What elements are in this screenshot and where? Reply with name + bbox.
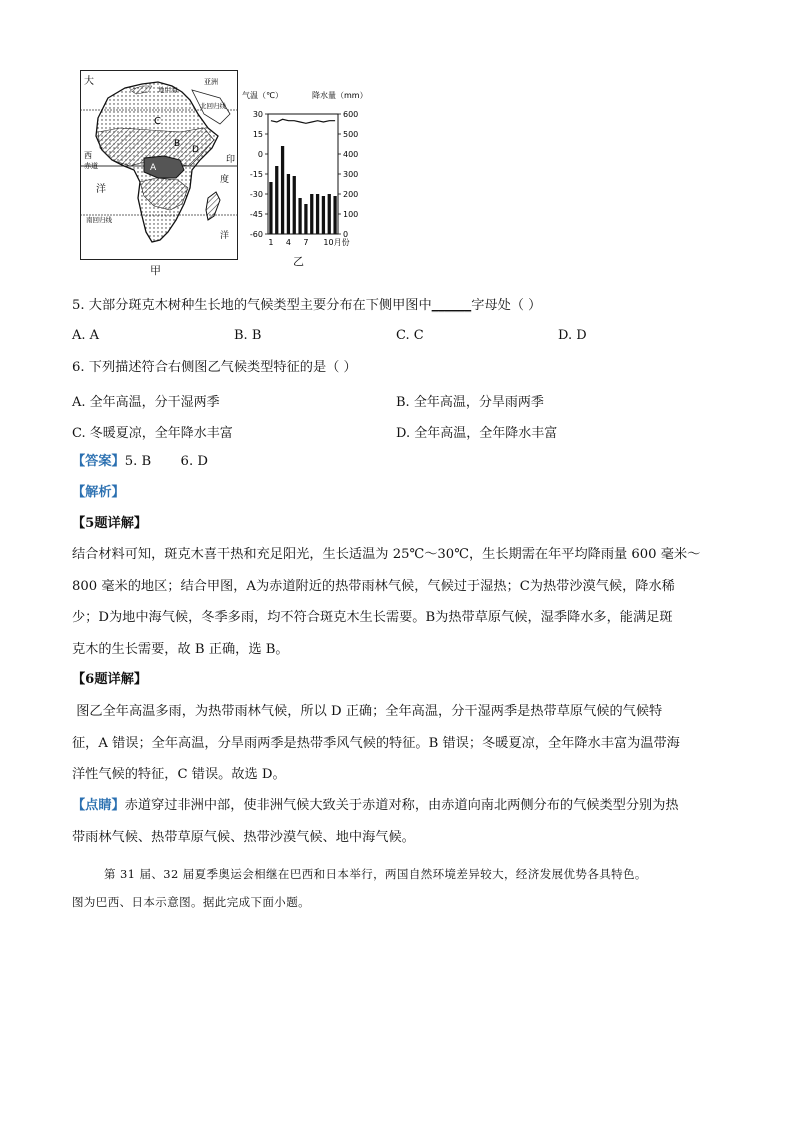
detail5-body bbox=[72, 539, 732, 665]
tip-line: 赤道穿过非洲中部，使非洲气候大致关于赤道对称，由赤道向南北两侧分布的气候类型分别为热 bbox=[124, 798, 679, 813]
map-letter-d: D bbox=[192, 145, 199, 155]
q5-stem-line bbox=[72, 296, 541, 316]
answer-text: 5. B 6. D bbox=[124, 454, 208, 469]
map-label-xi: 西 bbox=[84, 151, 92, 160]
q6-option-b[interactable]: B. 全年高温，分旱雨两季 bbox=[396, 395, 544, 410]
detail6-line: 图乙全年高温多雨，为热带雨林气候，所以 D 正确；全年高温，分干湿两季是热带草原气候的气候特 bbox=[72, 704, 663, 719]
map-label-yang-right: 洋 bbox=[220, 231, 230, 241]
map-label-yang-left: 洋 bbox=[96, 184, 106, 195]
tip-line-1 bbox=[72, 790, 732, 822]
precip-bar bbox=[287, 174, 290, 234]
climate-chart bbox=[238, 84, 378, 270]
precip-bar bbox=[281, 146, 284, 234]
detail6-line: 征，A 错误；全年高温，分旱雨两季是热带季风气候的特征。B 错误；冬暖夏凉，全年降水丰富为温带海 bbox=[72, 735, 680, 751]
detail6-body bbox=[72, 696, 732, 791]
map-caption: 甲 bbox=[150, 264, 161, 277]
detail5-line: 少；D为地中海气候，冬季多雨，均不符合斑克木生长需要。B为热带草原气候，湿季降水多，能满足斑 bbox=[72, 610, 673, 625]
tip-label: 【点睛】 bbox=[72, 798, 125, 813]
chart-right-tick-label: 500 bbox=[343, 130, 359, 139]
q6-option-a[interactable]: A. 全年高温，分干湿两季 bbox=[72, 395, 220, 410]
q5-tail: 字母处（ ） bbox=[471, 298, 542, 313]
precip-bar bbox=[275, 166, 278, 234]
map-label-asia: 亚洲 bbox=[204, 78, 218, 86]
chart-left-tick-label: 15 bbox=[252, 130, 263, 139]
q5-option-d[interactable]: D. D bbox=[558, 328, 587, 343]
chart-x-tick-label: 1 bbox=[268, 238, 274, 247]
precip-bar bbox=[333, 196, 336, 234]
detail5-line: 结合材料可知，斑克木喜干热和充足阳光，生长适温为 25℃～30℃，生长期需在年平均降雨量 600 毫米～ bbox=[72, 547, 701, 562]
q6-option-d[interactable]: D. 全年高温，全年降水丰富 bbox=[396, 426, 558, 441]
map-letter-b: B bbox=[174, 139, 181, 149]
precip-bar bbox=[298, 198, 301, 234]
chart-left-axis-label: 气温（℃） bbox=[242, 91, 283, 100]
chart-right-axis-label: 降水量（mm） bbox=[312, 91, 368, 100]
map-label-du: 度 bbox=[220, 175, 230, 185]
chart-right-tick-label: 400 bbox=[343, 150, 359, 159]
precip-bar bbox=[316, 194, 319, 234]
chart-left-tick-label: 0 bbox=[257, 150, 263, 159]
precip-bar bbox=[310, 194, 313, 234]
detail5-line: 克木的生长需要，故 B 正确，选 B。 bbox=[72, 641, 289, 657]
next-intro-line: 第 31 届、32 届夏季奥运会相继在巴西和日本举行，两国自然环境差异较大，经济发展优势各具特色。 bbox=[104, 867, 647, 881]
chart-left-tick-label: -15 bbox=[249, 170, 263, 179]
detail5-label: 【5题详解】 bbox=[72, 516, 148, 531]
map-label-tropic-south: 南回归线 bbox=[86, 216, 112, 224]
analysis-label: 【解析】 bbox=[72, 485, 125, 500]
next-intro bbox=[72, 860, 647, 916]
chart-x-tick-label: 7 bbox=[303, 238, 309, 247]
chart-right-tick-label: 600 bbox=[343, 110, 359, 119]
chart-left-tick-label: -30 bbox=[249, 190, 263, 199]
africa-map-figure bbox=[80, 70, 238, 260]
q5-option-a[interactable]: A. A bbox=[72, 328, 100, 343]
tip-block bbox=[72, 790, 732, 853]
precip-bar bbox=[322, 196, 325, 234]
chart-right-tick-label: 200 bbox=[343, 190, 359, 199]
map-letter-c: C bbox=[154, 116, 161, 127]
detail6-line: 洋性气候的特征，C 错误。故选 D。 bbox=[72, 767, 286, 782]
detail6-label: 【6题详解】 bbox=[72, 672, 148, 687]
q5-option-b[interactable]: B. B bbox=[234, 328, 262, 343]
chart-x-tick-label: 10月份 bbox=[323, 238, 350, 247]
q6-stem: 6. 下列描述符合右侧图乙气候类型特征的是（ ） bbox=[72, 360, 357, 375]
map-label-mediterranean: 地中海 bbox=[158, 86, 178, 94]
answer-line bbox=[72, 452, 208, 472]
q5-stem: 5. 大部分斑克木树种生长地的气候类型主要分布在下侧甲图中 bbox=[72, 298, 432, 313]
map-letter-a: A bbox=[150, 163, 157, 173]
temperature-line bbox=[271, 119, 335, 123]
precip-bar bbox=[304, 204, 307, 234]
chart-right-tick-label: 0 bbox=[343, 230, 349, 239]
chart-frame bbox=[268, 114, 338, 234]
map-label-tropic-north: 北回归线 bbox=[200, 102, 226, 110]
map-label-yin: 印 bbox=[226, 155, 236, 165]
chart-right-tick-label: 300 bbox=[343, 170, 359, 179]
chart-caption: 乙 bbox=[293, 255, 304, 268]
chart-left-tick-label: 30 bbox=[252, 110, 263, 119]
map-label-da: 大 bbox=[84, 76, 94, 87]
next-intro-line: 图为巴西、日本示意图。据此完成下面小题。 bbox=[72, 895, 310, 909]
q6-option-c[interactable]: C. 冬暖夏凉，全年降水丰富 bbox=[72, 426, 233, 441]
chart-left-tick-label: -60 bbox=[249, 230, 263, 239]
map-label-equator: 赤道 bbox=[84, 162, 98, 170]
answer-label: 【答案】 bbox=[72, 454, 125, 469]
chart-right-tick-label: 100 bbox=[343, 210, 359, 219]
q5-blank: ______ bbox=[431, 298, 472, 313]
detail5-line: 800 毫米的地区；结合甲图，A为赤道附近的热带雨林气候，气候过于湿热；C为热带沙漠气候，降水稀 bbox=[72, 578, 675, 594]
precip-bar bbox=[293, 176, 296, 234]
tip-line: 带雨林气候、热带草原气候、热带沙漠气候、地中海气候。 bbox=[72, 829, 415, 845]
chart-left-tick-label: -45 bbox=[249, 210, 263, 219]
chart-x-tick-label: 4 bbox=[285, 238, 291, 247]
precip-bar bbox=[328, 194, 331, 234]
precip-bar bbox=[269, 182, 272, 234]
q5-option-c[interactable]: C. C bbox=[396, 328, 424, 343]
